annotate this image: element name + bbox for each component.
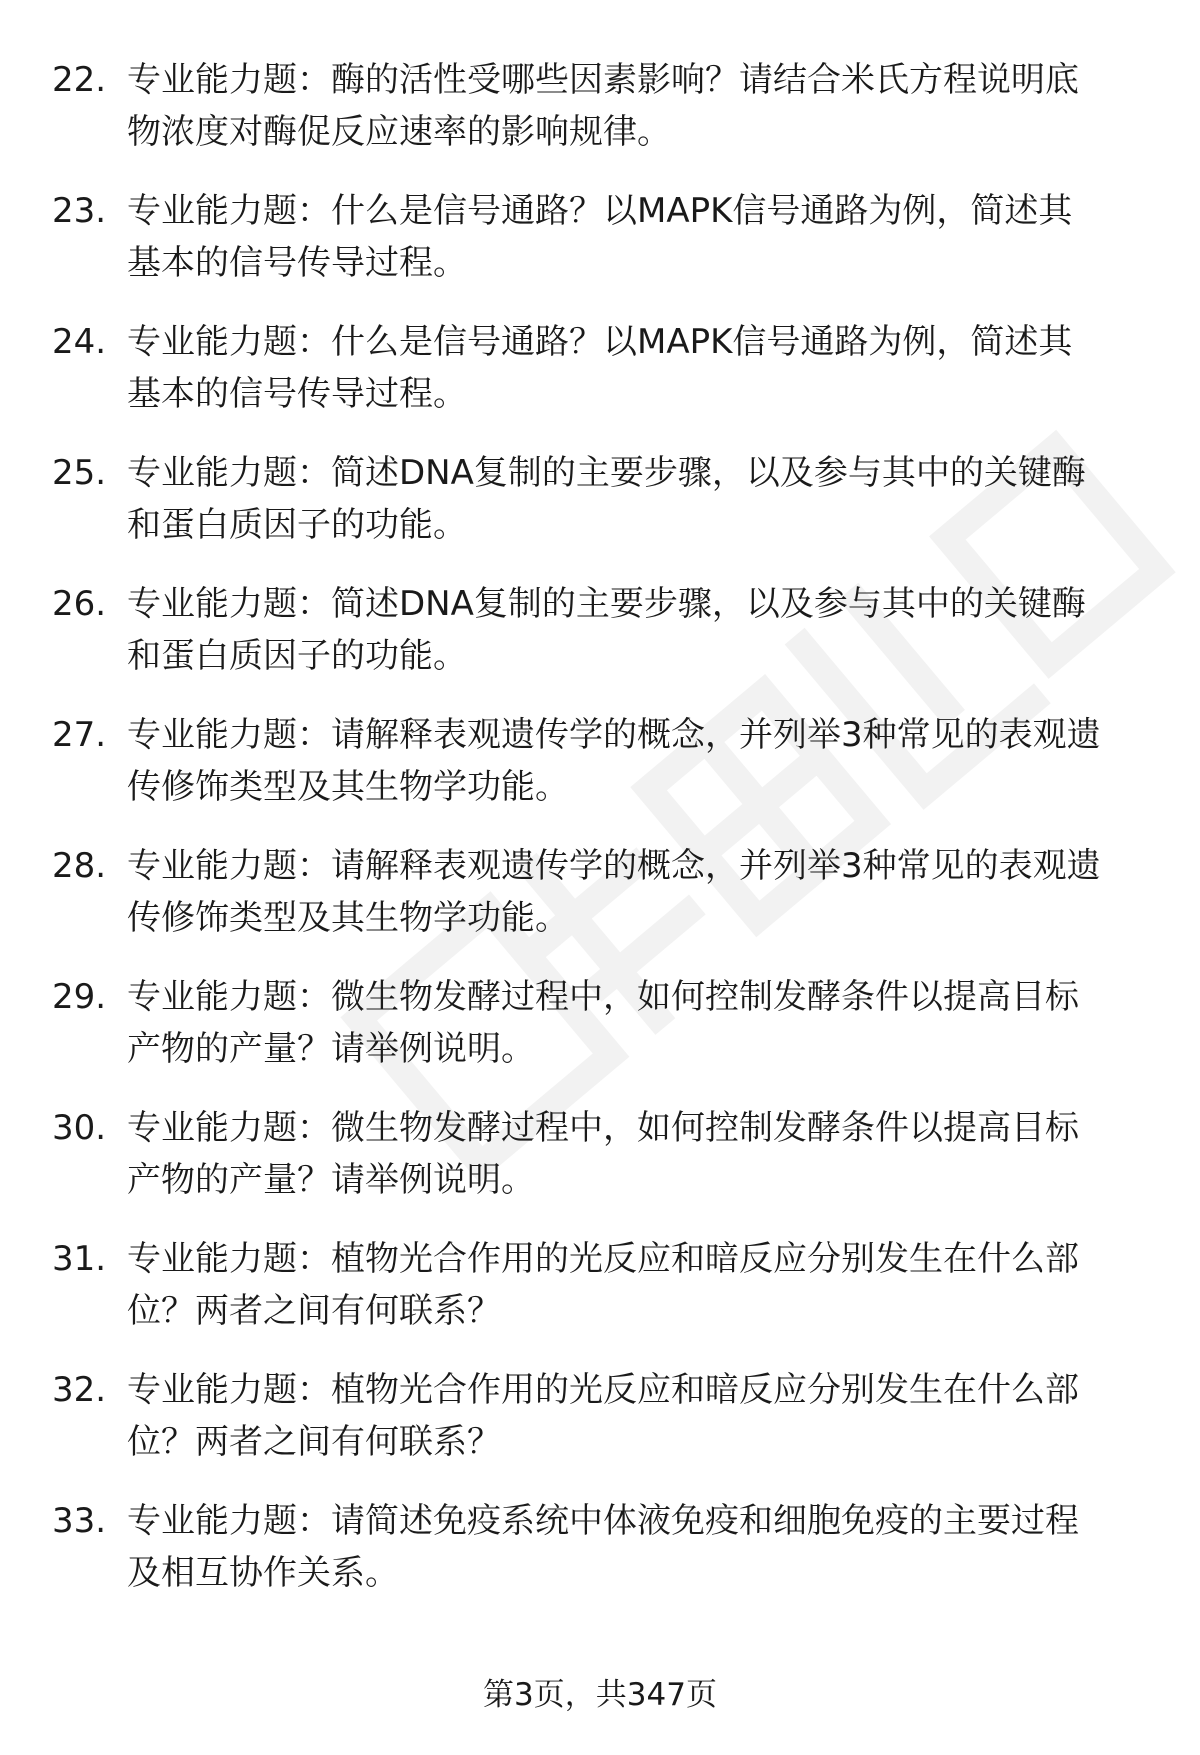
- question-item: [0, 185, 1200, 316]
- question-line: 产物的产量？请举例说明。: [127, 1029, 535, 1069]
- question-text: [127, 1495, 1167, 1599]
- question-line: 和蛋白质因子的功能。: [127, 505, 467, 545]
- question-number: 30.: [52, 1108, 107, 1148]
- question-line: 专业能力题：请解释表观遗传学的概念，并列举3种常见的表观遗: [127, 715, 1101, 755]
- question-text: [127, 1102, 1167, 1206]
- question-line: 传修饰类型及其生物学功能。: [127, 767, 569, 807]
- question-item: [0, 1495, 1200, 1626]
- question-line: 专业能力题：简述DNA复制的主要步骤，以及参与其中的关键酶: [127, 584, 1086, 624]
- question-list: [0, 54, 1200, 1626]
- question-item: [0, 1102, 1200, 1233]
- question-line: 位？两者之间有何联系？: [127, 1422, 501, 1462]
- question-item: [0, 971, 1200, 1102]
- question-text: [127, 840, 1167, 944]
- question-text: [127, 185, 1167, 289]
- question-text: [127, 447, 1167, 551]
- question-line: 传修饰类型及其生物学功能。: [127, 898, 569, 938]
- question-text: [127, 316, 1167, 420]
- question-line: 专业能力题：请简述免疫系统中体液免疫和细胞免疫的主要过程: [127, 1501, 1079, 1541]
- page-number-footer: 第3页，共347页: [483, 1677, 717, 1713]
- question-line: 及相互协作关系。: [127, 1553, 399, 1593]
- question-item: [0, 578, 1200, 709]
- question-item: [0, 1364, 1200, 1495]
- question-number: 27.: [52, 715, 107, 755]
- question-text: [127, 971, 1167, 1075]
- question-line: 产物的产量？请举例说明。: [127, 1160, 535, 1200]
- question-text: [127, 578, 1167, 682]
- question-line: 位？两者之间有何联系？: [127, 1291, 501, 1331]
- question-number: 25.: [52, 453, 107, 493]
- question-line: 专业能力题：什么是信号通路？以MAPK信号通路为例，简述其: [127, 191, 1073, 231]
- question-number: 32.: [52, 1370, 107, 1410]
- question-line: 专业能力题：简述DNA复制的主要步骤，以及参与其中的关键酶: [127, 453, 1086, 493]
- question-item: [0, 709, 1200, 840]
- question-line: 物浓度对酶促反应速率的影响规律。: [127, 112, 671, 152]
- question-line: 专业能力题：微生物发酵过程中，如何控制发酵条件以提高目标: [127, 977, 1079, 1017]
- question-number: 31.: [52, 1239, 107, 1279]
- question-line: 基本的信号传导过程。: [127, 374, 467, 414]
- question-number: 33.: [52, 1501, 107, 1541]
- question-line: 专业能力题：请解释表观遗传学的概念，并列举3种常见的表观遗: [127, 846, 1101, 886]
- question-text: [127, 54, 1167, 158]
- question-item: [0, 447, 1200, 578]
- question-item: [0, 1233, 1200, 1364]
- question-number: 26.: [52, 584, 107, 624]
- question-item: [0, 840, 1200, 971]
- question-text: [127, 1364, 1167, 1468]
- question-number: 24.: [52, 322, 107, 362]
- question-text: [127, 1233, 1167, 1337]
- question-line: 专业能力题：植物光合作用的光反应和暗反应分别发生在什么部: [127, 1370, 1079, 1410]
- question-line: 和蛋白质因子的功能。: [127, 636, 467, 676]
- question-text: [127, 709, 1167, 813]
- question-number: 22.: [52, 60, 107, 100]
- question-line: 专业能力题：微生物发酵过程中，如何控制发酵条件以提高目标: [127, 1108, 1079, 1148]
- question-line: 专业能力题：植物光合作用的光反应和暗反应分别发生在什么部: [127, 1239, 1079, 1279]
- question-item: [0, 316, 1200, 447]
- question-number: 29.: [52, 977, 107, 1017]
- question-item: [0, 54, 1200, 185]
- question-number: 28.: [52, 846, 107, 886]
- question-line: 基本的信号传导过程。: [127, 243, 467, 283]
- question-number: 23.: [52, 191, 107, 231]
- question-line: 专业能力题：什么是信号通路？以MAPK信号通路为例，简述其: [127, 322, 1073, 362]
- question-line: 专业能力题：酶的活性受哪些因素影响？请结合米氏方程说明底: [127, 60, 1079, 100]
